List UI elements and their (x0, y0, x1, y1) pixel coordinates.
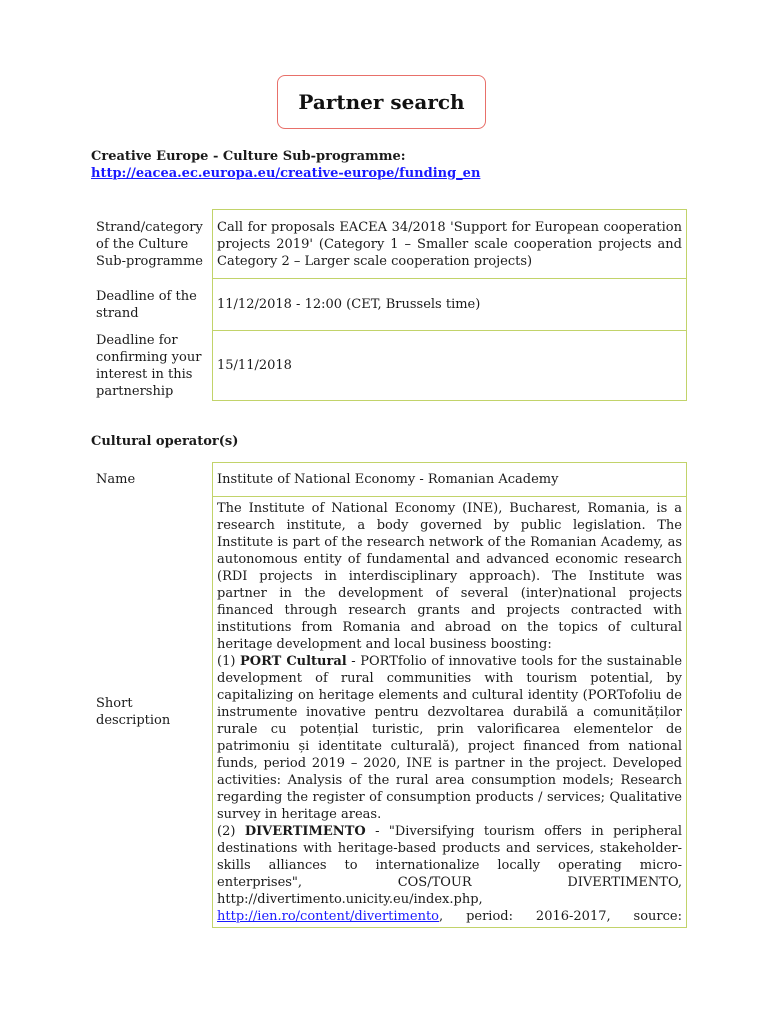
strand-value: Call for proposals EACEA 34/2018 'Support for European cooperation projects 2019' (Category 1 – Smaller scale cooperation projects and Category 2 – Larger scale cooperation projects) (213, 210, 687, 279)
project-2 (217, 823, 682, 925)
project-1-text: - PORTfolio of innovative tools for the sustainable development of rural communities with tourism potential, by capitalizing on heritage elements and cultural identity (PORTofoliu de instrumente inovative pentru dezvoltarea durabilă a comunităților rurale cu potențial turistic, prin valorificarea elementelor de patrimoniu și identitate culturală), project financed from national funds, period 2019 – 2020, INE is partner in the project. Developed activities: Analysis of the rural area consumption models; Research regarding the register of consumption products / services; Qualitative survey in heritage areas. (217, 654, 683, 822)
strand-table (91, 209, 687, 401)
table-row (91, 463, 687, 497)
project-2-number: (2) (217, 824, 245, 839)
table-row (91, 497, 687, 928)
description-value (213, 497, 687, 928)
section-title: Cultural operator(s) (91, 434, 239, 449)
description-intro: The Institute of National Economy (INE), Bucharest, Romania, is a research institute, a body governed by public legislation. The Institute is part of the research network of the Romanian Academy, as autonomous entity of fundamental and advanced economic research (RDI projects in interdisciplinary approach). The Institute was partner in the development of several (inter)national projects financed through research grants and projects contracted with institutions from Romania and abroad on the topics of cultural heritage development and local business boosting: (217, 501, 682, 652)
deadline-strand-key: Deadline of the strand (96, 288, 197, 321)
project-2-link[interactable]: http://ien.ro/content/divertimento (217, 909, 439, 924)
table-row (91, 279, 687, 331)
strand-key: Strand/category of the Culture Sub-programme (96, 219, 203, 269)
programme-block (91, 148, 480, 182)
table-row (91, 210, 687, 279)
project-2-tail: , period: 2016-2017, source: (439, 909, 682, 924)
deadline-strand-value: 11/12/2018 - 12:00 (CET, Brussels time) (213, 279, 687, 331)
project-2-text: - "Diversifying tourism offers in peripheral destinations with heritage-based products and services, stakeholder-skills alliances to internationalize locally operating micro-enterprises", COS/TOUR DIVERTIMENTO, http://divertimento.unicity.eu/index.php, (217, 824, 683, 907)
deadline-interest-value: 15/11/2018 (213, 331, 687, 401)
table-row (91, 331, 687, 401)
project-1-number: (1) (217, 654, 240, 669)
project-1 (217, 653, 682, 823)
project-2-title: DIVERTIMENTO (244, 824, 366, 839)
name-value: Institute of National Economy - Romanian Academy (213, 463, 687, 497)
project-1-title: PORT Cultural (240, 654, 347, 669)
name-key: Name (96, 472, 136, 487)
programme-label: Creative Europe - Culture Sub-programme: (91, 149, 406, 164)
deadline-interest-key: Deadline for confirming your interest in this partnership (96, 332, 202, 399)
page-title: Partner search (298, 90, 465, 114)
operator-table (91, 462, 687, 928)
title-box (277, 75, 486, 129)
description-key: Short description (96, 696, 171, 728)
programme-link[interactable]: http://eacea.ec.europa.eu/creative-europe/funding_en (91, 166, 481, 181)
